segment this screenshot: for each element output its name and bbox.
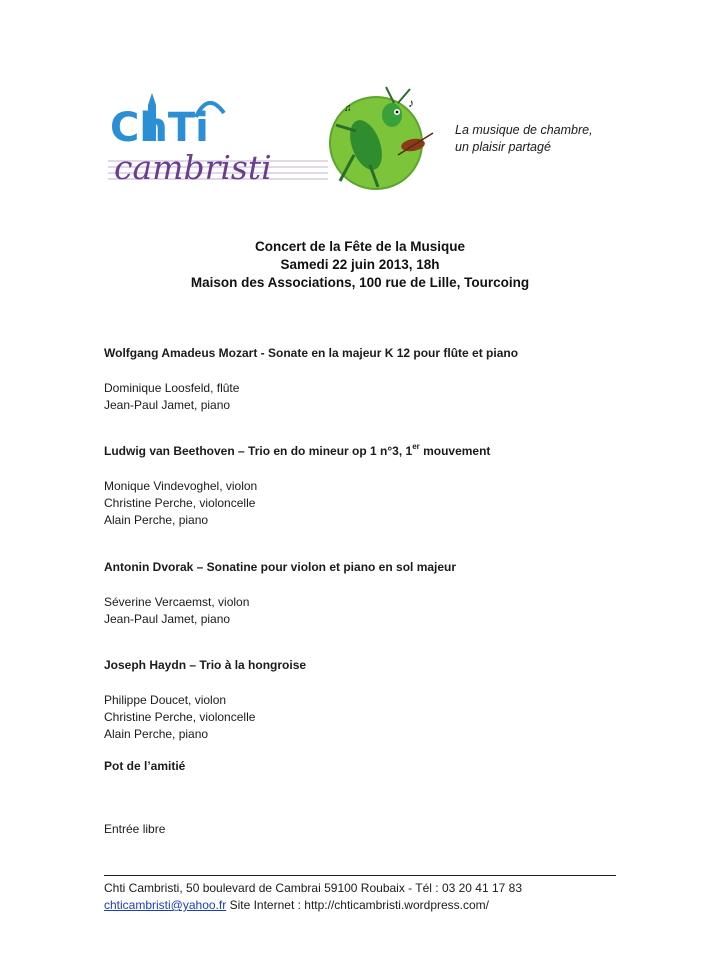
piece-title: Joseph Haydn – Trio à la hongroise (104, 658, 307, 672)
entree-libre: Entrée libre (104, 822, 166, 836)
performers (104, 478, 490, 529)
performer: Alain Perche, piano (104, 727, 209, 741)
piece-title-superscript: er (412, 442, 420, 451)
concert-title (0, 238, 720, 292)
performer: Jean-Paul Jamet, piano (104, 398, 231, 412)
performer: Dominique Loosfeld, flûte (104, 381, 240, 395)
program-item-haydn (104, 657, 306, 743)
performers (104, 692, 306, 743)
program-item-dvorak (104, 559, 456, 628)
footer-divider (104, 875, 616, 876)
piece-title-main: Ludwig van Beethoven – Trio en do mineur op 1 n°3, 1 (104, 444, 413, 458)
performer: Christine Perche, violoncelle (104, 710, 256, 724)
performer: Séverine Vercaemst, violon (104, 595, 250, 609)
performer: Jean-Paul Jamet, piano (104, 612, 231, 626)
svg-text:♫: ♫ (344, 103, 352, 114)
pot-de-l-amitie: Pot de l’amitié (104, 759, 186, 773)
piece-title: Wolfgang Amadeus Mozart - Sonate en la majeur K 12 pour flûte et piano (104, 346, 519, 360)
performers (104, 380, 518, 414)
piece-title (104, 443, 490, 460)
performer: Monique Vindevoghel, violon (104, 479, 258, 493)
logo-word-cambristi: cambristi (114, 148, 272, 187)
footer-contact (104, 897, 522, 914)
performer: Philippe Doucet, violon (104, 693, 227, 707)
chti-cambristi-logo (108, 85, 438, 195)
tagline-line-1: La musique de chambre, (455, 123, 593, 137)
tagline-line-2: un plaisir partagé (455, 140, 551, 154)
program-item-mozart (104, 345, 518, 414)
title-line-3: Maison des Associations, 100 rue de Lille, Tourcoing (190, 275, 530, 290)
performer: Christine Perche, violoncelle (104, 496, 256, 510)
footer-address: Chti Cambristi, 50 boulevard de Cambrai 59100 Roubaix - Tél : 03 20 41 17 83 (104, 881, 523, 895)
logo-word-chti: ChTi (110, 105, 209, 151)
website-text: Site Internet : http://chticambristi.wordpress.com/ (226, 898, 489, 912)
title-line-1: Concert de la Fête de la Musique (254, 239, 466, 254)
footer (104, 880, 522, 914)
program-item-beethoven (104, 443, 490, 529)
piece-title-end: mouvement (419, 444, 491, 458)
svg-text:♪: ♪ (408, 96, 414, 110)
performer: Alain Perche, piano (104, 513, 209, 527)
piece-title: Antonin Dvorak – Sonatine pour violon et piano en sol majeur (104, 560, 457, 574)
performers (104, 594, 456, 628)
title-line-2: Samedi 22 juin 2013, 18h (280, 257, 440, 272)
email-link[interactable]: chticambristi@yahoo.fr (104, 898, 227, 912)
tagline (455, 122, 593, 156)
